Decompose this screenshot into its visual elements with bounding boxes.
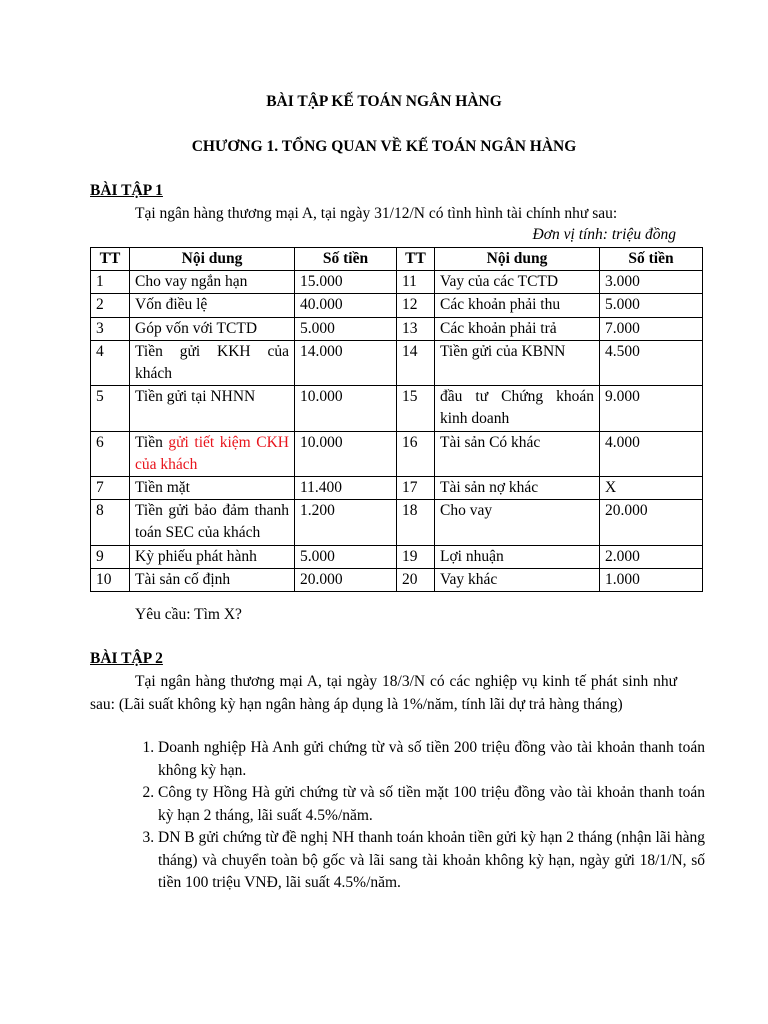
- cell-so-tien: 5.000: [600, 294, 703, 317]
- cell-tt: 15: [397, 386, 435, 431]
- table-row: [91, 340, 703, 385]
- cell-so-tien: 5.000: [295, 317, 397, 340]
- cell-tt: 20: [397, 568, 435, 591]
- cell-so-tien: 20.000: [295, 568, 397, 591]
- chapter-title: CHƯƠNG 1. TỔNG QUAN VỀ KẾ TOÁN NGÂN HÀNG: [191, 138, 577, 155]
- table-row: [91, 500, 703, 545]
- cell-so-tien: 4.500: [600, 340, 703, 385]
- cell-text-red: gửi tiết kiệm CKH của khách: [135, 433, 289, 473]
- cell-so-tien: 3.000: [600, 271, 703, 294]
- cell-tt: 4: [91, 340, 130, 385]
- header-tt: TT: [91, 248, 130, 271]
- header-noi-dung-2: Nội dung: [435, 248, 600, 271]
- document-title: BÀI TẬP KẾ TOÁN NGÂN HÀNG: [266, 93, 502, 110]
- cell-so-tien: X: [600, 477, 703, 500]
- cell-tt: 18: [397, 500, 435, 545]
- cell-so-tien: 15.000: [295, 271, 397, 294]
- cell-so-tien: 10.000: [295, 386, 397, 431]
- cell-noi-dung: Cho vay: [435, 500, 600, 545]
- cell-so-tien: 40.000: [295, 294, 397, 317]
- cell-noi-dung: [130, 431, 295, 476]
- cell-tt: 1: [91, 271, 130, 294]
- table-row: [91, 271, 703, 294]
- exercise-1-intro: Tại ngân hàng thương mại A, tại ngày 31/12/N có tình hình tài chính như sau:: [135, 205, 618, 222]
- cell-so-tien: 2.000: [600, 545, 703, 568]
- table-header-row: [91, 248, 703, 271]
- header-so-tien-2: Số tiền: [600, 248, 703, 271]
- cell-text-black: Tiền: [135, 433, 169, 451]
- header-so-tien: Số tiền: [295, 248, 397, 271]
- cell-so-tien: 11.400: [295, 477, 397, 500]
- table-row: [91, 294, 703, 317]
- exercise-2-intro: Tại ngân hàng thương mại A, tại ngày 18/3/N có các nghiệp vụ kinh tế phát sinh như sau: (Lãi suất không kỳ hạn ngân hàng áp dụng là 1%/năm, tính lãi dự trả hàng tháng): [90, 673, 677, 713]
- cell-tt: 13: [397, 317, 435, 340]
- cell-tt: 14: [397, 340, 435, 385]
- cell-noi-dung: Vốn điều lệ: [130, 294, 295, 317]
- table-row: [91, 386, 703, 431]
- table-row: [91, 568, 703, 591]
- cell-noi-dung: Vay của các TCTD: [435, 271, 600, 294]
- cell-noi-dung: Tài sản cố định: [130, 568, 295, 591]
- header-tt-2: TT: [397, 248, 435, 271]
- table-row: [91, 317, 703, 340]
- cell-noi-dung: Các khoản phải trả: [435, 317, 600, 340]
- financial-table: [90, 247, 703, 592]
- cell-so-tien: 10.000: [295, 431, 397, 476]
- cell-noi-dung: Tiền gửi KKH của khách: [130, 340, 295, 385]
- cell-so-tien: 1.200: [295, 500, 397, 545]
- cell-tt: 5: [91, 386, 130, 431]
- unit-note: Đơn vị tính: triệu đồng: [532, 226, 676, 243]
- table-row: [91, 477, 703, 500]
- cell-so-tien: 5.000: [295, 545, 397, 568]
- cell-noi-dung: Tiền mặt: [130, 477, 295, 500]
- cell-so-tien: 9.000: [600, 386, 703, 431]
- cell-noi-dung: đầu tư Chứng khoán kinh doanh: [435, 386, 600, 431]
- cell-tt: 8: [91, 500, 130, 545]
- cell-tt: 3: [91, 317, 130, 340]
- cell-noi-dung: Góp vốn với TCTD: [130, 317, 295, 340]
- cell-tt: 10: [91, 568, 130, 591]
- list-item: 2. Công ty Hồng Hà gửi chứng từ và số tiền mặt 100 triệu đồng vào tài khoản thanh toán kỳ hạn 2 tháng, lãi suất 4.5%/năm.: [158, 782, 705, 827]
- cell-tt: 16: [397, 431, 435, 476]
- table-row: [91, 431, 703, 476]
- cell-so-tien: 14.000: [295, 340, 397, 385]
- header-noi-dung: Nội dung: [130, 248, 295, 271]
- cell-so-tien: 4.000: [600, 431, 703, 476]
- cell-tt: 2: [91, 294, 130, 317]
- cell-noi-dung: Tiền gửi của KBNN: [435, 340, 600, 385]
- cell-tt: 11: [397, 271, 435, 294]
- exercise-1-heading: BÀI TẬP 1: [90, 182, 163, 199]
- cell-noi-dung: Tài sản Có khác: [435, 431, 600, 476]
- cell-tt: 17: [397, 477, 435, 500]
- cell-so-tien: 1.000: [600, 568, 703, 591]
- cell-noi-dung: Tài sản nợ khác: [435, 477, 600, 500]
- cell-tt: 19: [397, 545, 435, 568]
- cell-noi-dung: Các khoản phải thu: [435, 294, 600, 317]
- cell-tt: 12: [397, 294, 435, 317]
- cell-tt: 6: [91, 431, 130, 476]
- cell-so-tien: 20.000: [600, 500, 703, 545]
- cell-noi-dung: Kỳ phiếu phát hành: [130, 545, 295, 568]
- list-item: 1. Doanh nghiệp Hà Anh gửi chứng từ và số tiền 200 triệu đồng vào tài khoản thanh toán không kỳ hạn.: [158, 737, 705, 782]
- cell-noi-dung: Lợi nhuận: [435, 545, 600, 568]
- cell-tt: 9: [91, 545, 130, 568]
- cell-tt: 7: [91, 477, 130, 500]
- exercise-2-heading: BÀI TẬP 2: [90, 650, 163, 667]
- cell-noi-dung: Vay khác: [435, 568, 600, 591]
- cell-noi-dung: Tiền gửi bảo đảm thanh toán SEC của khách: [130, 500, 295, 545]
- exercise-1-requirement: Yêu cầu: Tìm X?: [135, 606, 242, 623]
- table-row: [91, 545, 703, 568]
- exercise-2-task-list: [130, 737, 705, 895]
- list-item: 3. DN B gửi chứng từ đề nghị NH thanh toán khoản tiền gửi kỳ hạn 2 tháng (nhận lãi hàng tháng) và chuyển toàn bộ gốc và lãi sang tài khoản không kỳ hạn, ngày gửi 18/1/N, số tiền 100 triệu VNĐ, lãi suất 4.5%/năm.: [158, 827, 705, 895]
- cell-noi-dung: Cho vay ngắn hạn: [130, 271, 295, 294]
- cell-noi-dung: Tiền gửi tại NHNN: [130, 386, 295, 431]
- cell-so-tien: 7.000: [600, 317, 703, 340]
